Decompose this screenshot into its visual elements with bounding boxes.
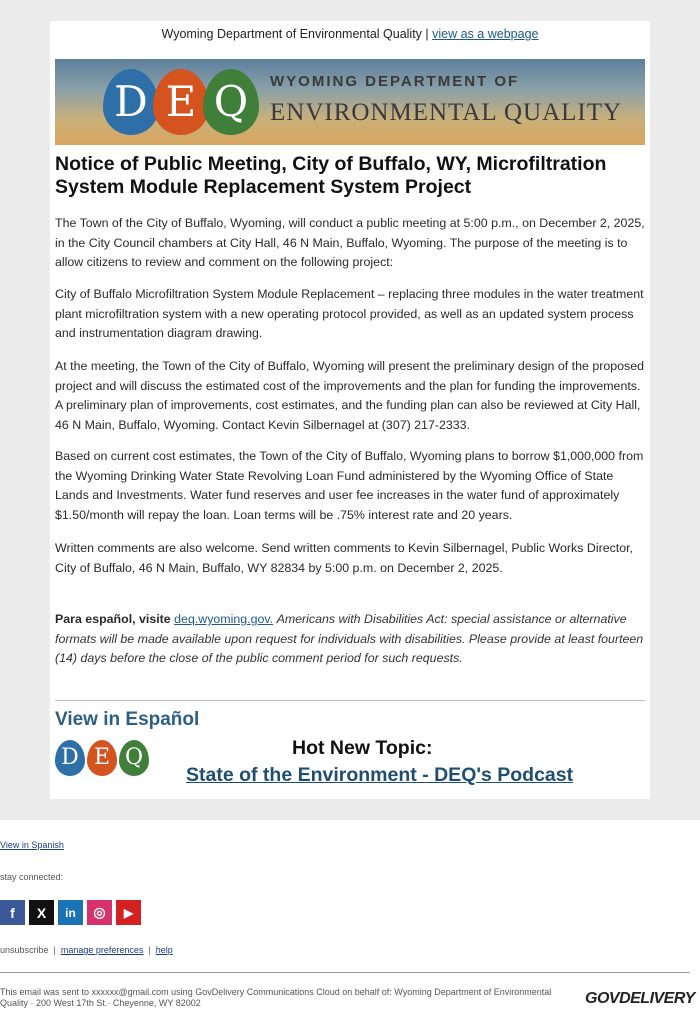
- mini-logo-e: E: [87, 740, 117, 776]
- podcast-link[interactable]: State of the Environment - DEQ's Podcast: [186, 764, 574, 786]
- view-webpage-link[interactable]: view as a webpage: [432, 27, 539, 41]
- manage-preferences-link[interactable]: manage preferences: [60, 945, 144, 955]
- view-in-spanish-link[interactable]: View in Spanish: [0, 840, 64, 850]
- help-link[interactable]: help: [155, 945, 173, 955]
- view-in-espanol-heading[interactable]: View in Español: [55, 709, 200, 730]
- paragraph-2: City of Buffalo Microfiltration System Module Replacement – replacing three modules in the water treatment plant microfiltration system with a new operating protocol provided, as well as an updated system process and instrumentation diagram drawing.: [55, 287, 644, 340]
- paragraph-5: Written comments are also welcome. Send written comments to Kevin Silbernagel, Public Works Director, City of Buffalo, 46 N Main, Buffalo, WY 82834 by 5:00 p.m. on December 2, 2025.: [55, 541, 633, 575]
- email-card: [50, 21, 650, 799]
- email-header: [50, 27, 650, 41]
- section-divider: [55, 700, 645, 701]
- x-icon[interactable]: X: [29, 900, 54, 925]
- spanish-label: Para español, visite: [55, 612, 171, 626]
- footer-fine-print: This email was sent to xxxxxx@gmail.com using GovDelivery Communications Cloud on behalf of: Wyoming Department of Environmental Quality · 200 West 17th St.· Cheyenne, WY 82002: [0, 987, 552, 1008]
- mini-logo-q: Q: [119, 740, 149, 776]
- linkedin-icon[interactable]: in: [58, 900, 83, 925]
- ada-text: Americans with Disabilities Act: special assistance or alternative formats will be made available upon request for individuals with disabilities. Please provide at least fourteen (14) days before the close of the public comment period for such requests.: [55, 612, 644, 665]
- paragraph-4: Based on current cost estimates, the Town of the City of Buffalo, Wyoming plans to borrow $1,000,000 from the Wyoming Drinking Water State Revolving Loan Fund administered by the Wyoming Office of State Lands and Investments. Water fund reserves and user fee increases in the water fund of approximately $1.50/month will repay the loan. Loan terms will be .75% interest rate and 20 years.: [55, 449, 644, 522]
- unsubscribe-link[interactable]: unsubscribe: [0, 945, 49, 955]
- deq-website-link[interactable]: deq.wyoming.gov.: [174, 612, 274, 626]
- stay-connected-label: stay connected:: [0, 872, 64, 882]
- deq-logo-e: E: [153, 69, 209, 135]
- hot-topic-heading: Hot New Topic:: [292, 737, 433, 759]
- header-separator: |: [425, 27, 429, 41]
- banner-line1: WYOMING DEPARTMENT OF: [270, 73, 520, 90]
- banner-line2: ENVIRONMENTAL QUALITY: [270, 99, 623, 126]
- facebook-icon[interactable]: f: [0, 900, 25, 925]
- social-icons: [0, 900, 141, 925]
- paragraph-1: The Town of the City of Buffalo, Wyoming, will conduct a public meeting at 5:00 p.m., on December 2, 2025, in the City Council chambers at City Hall, 46 N Main, Buffalo, Wyoming. The purpose of the meeting is to allow citizens to review and comment on the following project:: [55, 216, 645, 269]
- accessibility-notice: [55, 610, 645, 669]
- instagram-icon[interactable]: ◎: [87, 900, 112, 925]
- footer-divider: [0, 972, 690, 973]
- mini-logo-d: D: [55, 740, 85, 776]
- header-org: Wyoming Department of Environmental Quality: [161, 27, 422, 41]
- paragraph-3: At the meeting, the Town of the City of Buffalo, Wyoming will present the preliminary design of the proposed project and will discuss the estimated cost of the improvements and the plan for funding the improvements. A preliminary plan of improvements, cost estimates, and the funding plan can also be reviewed at City Hall, 46 N Main, Buffalo, Wyoming. Contact Kevin Silbernagel at (307) 217-2333.: [55, 359, 644, 432]
- footer-links: unsubscribe | manage preferences | help: [0, 945, 173, 955]
- deq-logo-d: D: [103, 69, 159, 135]
- youtube-icon[interactable]: ▶: [116, 900, 141, 925]
- deq-banner: [55, 59, 645, 145]
- deq-mini-logo: [55, 736, 155, 784]
- deq-logo-q: Q: [203, 69, 259, 135]
- govdelivery-logo: GOVDELIVERY: [585, 990, 695, 1007]
- article-title: Notice of Public Meeting, City of Buffalo, WY, Microfiltration System Module Replacement System Project: [55, 153, 607, 198]
